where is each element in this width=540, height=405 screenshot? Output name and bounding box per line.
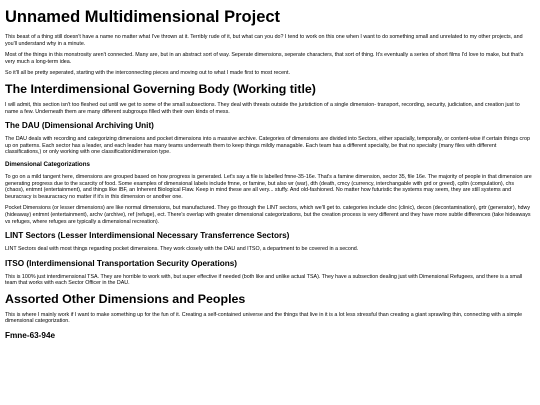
assorted-text: This is where I mainly work if I want to make something up for the fun of it. Creating a self-contained universe and the things that live in it is a lot less stressful than creating a giant sprawling thin, connecting with a simple dimensional categorization.	[5, 311, 523, 325]
itso-text: This is 100% just interdimensional TSA. They are horrible to work with, but super effective if needed (both like and unlike actual TSA). They have a subsection dealing just with Dimensional Refugees, and there is a small team that works with each Sector Officer in the DAU.	[5, 273, 523, 287]
lint-text: LINT Sectors deal with most things regarding pocket dimensions. They work closely with the DAU and ITSO, a department to be covered in a second.	[5, 246, 359, 253]
categorizations-paragraph-1: To go on a mild tangent here, dimensions are grouped based on how progress is generated. Let's say a file is labelled fmne-35-16e. That's a famine dimension, sector 35, file 16e. The majority of people in that dimension are generating progress due to the scarcity of food. Some examples of dimensional labels include fmne, or famine, but also wr (war), dth (death, cmcy (currency, interchangable with grd or greed), cpltn (compulation), chs (chaos), entmnt (entertainment), and things like IBF, an Inherent Biological Flaw. Keep in mind these are all very... stuffy. And old-fashioned. No matter how futuristic the systems may seem, they are still systems and beuracracy is beauracracy no matter if it's in this dimension or another one.	[5, 173, 532, 200]
intro-paragraph-3: So it'll all be pretty seperated, starting with the interconnecting pieces and moving out to what I made first to most recent.	[5, 70, 290, 77]
categorizations-heading: Dimensional Categorizations	[5, 160, 90, 168]
governing-body-text: I will admit, this section isn't too fleshed out until we get to some of the small subsections. They deal with threats outside the juristiction of a single dimension- transport, recording, security, judiciation, and creation just to name a few. Underneath them are many different subgroups filled with their own kinds of mess.	[5, 101, 520, 115]
intro-paragraph-1: This beast of a thing still doesn't have a name no matter what I've thrown at it. Terribly rude of it, but what can you do? I tend to work on this one when I want to do something small and unrelated to my other projects, and you'll understand why in a minute.	[5, 34, 523, 47]
dau-text: The DAU deals with recording and categorizing dimensions and pocket dimensions into a massive archive. Categories of dimensions are divided into Sectors, either spacially, temporally, or content-wise if certain things crop up on patterns. Each sector has a leader, and each leader has many teams underneath them to keep things mildly managable. Each team has a different specialty, be that no specialty (many files with different classifications,) or only working with one classification/dimension type.	[5, 136, 530, 156]
lint-heading: LINT Sectors (Lesser Interdimensional Necessary Transferrence Sectors)	[5, 231, 290, 241]
page-title: Unnamed Multidimensional Project	[5, 8, 281, 26]
fmne-heading: Fmne-63-94e	[5, 331, 56, 341]
governing-body-heading: The Interdimensional Governing Body (Working title)	[5, 81, 316, 96]
assorted-heading: Assorted Other Dimensions and Peoples	[5, 291, 246, 306]
intro-paragraph-2: Most of the things in this monstrosity aren't connected. Many are, but in an abstract sort of way. Seperate dimensions, seperate characters, that sort of thing. It's eventually a series of short films I'd love to make, but that's very much a long-term idea.	[5, 52, 524, 65]
categorizations-paragraph-2: Pocket Dimensions (or lesser dimensions) are like normal dimensions, but manufactured. They go through the LINT sectors, which we'll get to. categories include clnc (clinic), decon (decontamination), grtr (generator), hdwy (hideaway) entmnt (entertainment), archv (archive), ref (refuge), ect. There's overlap with greater dimensional categorizations, but the creation process is very different and they have more subtle differences (take hideaways vs refuges, where refuges are typically a dimensional recreation).	[5, 205, 531, 225]
dau-heading: The DAU (Dimensional Archiving Unit)	[5, 121, 154, 131]
itso-heading: ITSO (Interdimensional Transportation Security Operations)	[5, 258, 238, 268]
